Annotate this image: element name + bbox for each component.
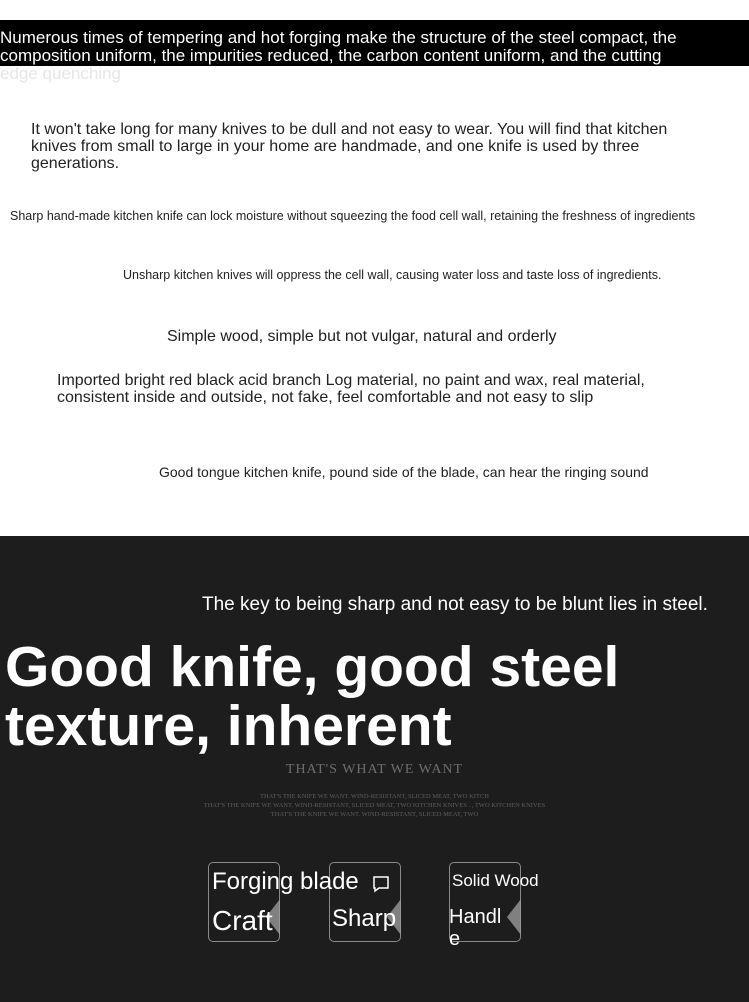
header-text-line2: edge quenching <box>0 64 122 83</box>
paragraph-ringing-sound: Good tongue kitchen knife, pound side of the blade, can hear the ringing sound <box>159 464 649 480</box>
paragraph-unsharp: Unsharp kitchen knives will oppress the cell wall, causing water loss and taste loss of ingredients. <box>123 268 662 282</box>
paragraph-material: Imported bright red black acid branch Log material, no paint and wax, real material, consistent inside and outside, not fake, feel comfortable and not easy to slip <box>57 372 645 406</box>
paragraph-durability: It won't take long for many knives to be dull and not easy to wear. You will find that kitchen knives from small to large in your home are handmade, and one knife is used by three generations. <box>31 121 668 172</box>
header-text-line1: Numerous times of tempering and hot forging make the structure of the steel compact, the composition uniform, the impurities reduced, the carbon content uniform, and the cutting <box>0 28 677 65</box>
want-tagline: THAT'S WHAT WE WANT <box>285 762 464 777</box>
feature-handle-label: Handle <box>449 906 502 950</box>
small-tagline-block <box>0 792 749 819</box>
header-text <box>0 29 740 83</box>
feature-sharp-label: Sharp <box>332 905 397 932</box>
paragraph-simple-wood: Simple wood, simple but not vulgar, natural and orderly <box>167 328 557 345</box>
comment-icon[interactable] <box>372 875 390 893</box>
small-tagline-3: THAT'S THE KNIFE WE WANT. WIND-RESISTANT, SLICED MEAT, TWO <box>270 811 479 818</box>
feature-solid-wood-label: Solid Wood <box>452 871 539 890</box>
feature-forging-label: Forging blade <box>212 868 359 895</box>
small-tagline-1: THAT'S THE KNIFE WE WANT. WIND-RESISTANT, SLICED MEAT, TWO KITCH <box>260 793 489 800</box>
paragraph-moisture: Sharp hand-made kitchen knife can lock moisture without squeezing the food cell wall, retaining the freshness of ingredients <box>10 209 696 223</box>
steel-section <box>0 536 749 1002</box>
key-line: The key to being sharp and not easy to be blunt lies in steel. <box>202 594 708 615</box>
feature-craft-label: Craft <box>212 905 273 936</box>
section-title: Good knife, good steel texture, inherent <box>5 635 620 758</box>
small-tagline-2: THAT'S THE KNIFE WE WANT. WIND-RESISTANT, SLICED MEAT, TWO KITCHEN KNIVES . , TWO KITCHEN KNIVES <box>203 802 546 809</box>
